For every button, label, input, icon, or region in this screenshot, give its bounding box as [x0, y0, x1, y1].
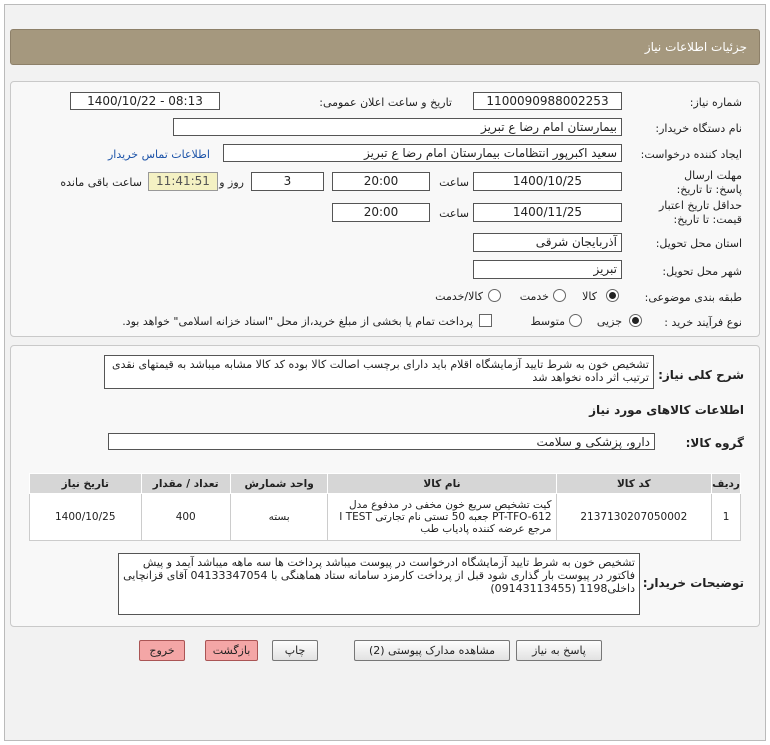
- header-need-date: تاریخ نیاز: [30, 474, 142, 494]
- process-option-medium: متوسط: [530, 315, 565, 328]
- buyer-org-field: بیمارستان امام رضا ع تبریز: [173, 118, 622, 136]
- cell-item-code: 2137130207050002: [556, 494, 712, 541]
- goods-section-title: اطلاعات کالاهای مورد نیاز: [589, 403, 744, 417]
- print-button[interactable]: چاپ: [272, 640, 318, 661]
- process-option-minor: جزیی: [596, 315, 622, 328]
- category-radio-goods-service[interactable]: [488, 289, 501, 302]
- category-option-goods: کالا: [582, 290, 597, 303]
- process-label: نوع فرآیند خرید :: [664, 316, 742, 329]
- need-number-label: شماره نیاز:: [689, 96, 742, 109]
- category-radio-goods[interactable]: [606, 289, 619, 302]
- header-item-name: نام کالا: [328, 474, 556, 494]
- requester-label: ایجاد کننده درخواست:: [640, 148, 742, 161]
- deadline-date-field: 1400/10/25: [473, 172, 622, 191]
- header-item-code: کد کالا: [556, 474, 712, 494]
- need-number-field: 1100090988002253: [473, 92, 622, 110]
- province-label: استان محل تحویل:: [655, 237, 742, 250]
- goods-table: [29, 473, 741, 541]
- deadline-time-label: ساعت: [439, 176, 469, 189]
- view-attachments-button[interactable]: مشاهده مدارک پیوستی (2): [354, 640, 510, 661]
- summary-label: شرح کلی نیاز:: [658, 368, 744, 382]
- page-title: جزئیات اطلاعات نیاز: [644, 40, 747, 54]
- reply-button[interactable]: پاسخ به نیاز: [516, 640, 602, 661]
- days-label: روز و: [219, 176, 244, 189]
- summary-field: تشخیص خون به شرط تایید آزمایشگاه اقلام باید دارای برچسب اصالت کالا بوده کد کالا مشابه میباشد به قیمتهای نقدی ترتیب اثر داده نخواهد شد: [104, 355, 654, 389]
- process-radio-minor[interactable]: [629, 314, 642, 327]
- header-quantity: تعداد / مقدار: [141, 474, 230, 494]
- announce-field: 1400/10/22 - 08:13: [70, 92, 220, 110]
- requester-field: سعید اکبرپور انتظامات بیمارستان امام رضا ع تبریز: [223, 144, 622, 162]
- announce-label: تاریخ و ساعت اعلان عمومی:: [319, 96, 452, 109]
- goods-group-label: گروه کالا:: [685, 436, 744, 450]
- treasury-payment-note: پرداخت تمام یا بخشی از مبلغ خرید،از محل "اسناد خزانه اسلامی" خواهد بود.: [122, 315, 473, 328]
- exit-button[interactable]: خروج: [139, 640, 185, 661]
- cell-item-name: کیت تشخیص سریع خون مخفی در مدفوع مدل PT-TFO-612 جعبه 50 تستی نام تجارتی I TEST مرجع عرضه کننده پادیاب طب: [328, 494, 556, 541]
- city-field: تبریز: [473, 260, 622, 279]
- cell-row: 1: [712, 494, 741, 541]
- header-row: ردیف: [712, 474, 741, 494]
- days-field: 3: [251, 172, 324, 191]
- category-option-service: خدمت: [519, 290, 549, 303]
- cell-unit: بسته: [230, 494, 327, 541]
- buyer-notes-label: توضیحات خریدار:: [642, 576, 744, 590]
- table-row: [30, 494, 741, 541]
- province-field: آذربایجان شرقی: [473, 233, 622, 252]
- validity-time-field: 20:00: [332, 203, 430, 222]
- goods-table-header: [30, 474, 741, 494]
- cell-quantity: 400: [141, 494, 230, 541]
- validity-time-label: ساعت: [439, 207, 469, 220]
- category-radio-service[interactable]: [553, 289, 566, 302]
- buyer-notes-field: تشخیص خون به شرط تایید آزمایشگاه ادرخواست در پیوست میباشد پرداخت ها سه ماهه میباشد آیمد و پیش فاکتور در پیوست بار گذاری شود قبل از پرداخت کارمزد سامانه ستاد هماهنگی با 04133347054 آقای قزانچایی داخلی1198 (09143113455): [118, 553, 640, 615]
- buyer-org-label: نام دستگاه خریدار:: [655, 122, 742, 135]
- cell-need-date: 1400/10/25: [30, 494, 142, 541]
- page-header: [10, 29, 760, 65]
- category-option-goods-service: کالا/خدمت: [435, 290, 483, 303]
- city-label: شهر محل تحویل:: [662, 265, 742, 278]
- goods-group-field: دارو، پزشکی و سلامت: [108, 433, 655, 450]
- header-unit: واحد شمارش: [230, 474, 327, 494]
- process-radio-medium[interactable]: [569, 314, 582, 327]
- contact-buyer-link[interactable]: اطلاعات تماس خریدار: [108, 148, 210, 161]
- category-label: طبقه بندی موضوعی:: [644, 291, 742, 304]
- remaining-label: ساعت باقی مانده: [60, 176, 142, 189]
- treasury-payment-checkbox[interactable]: [479, 314, 492, 327]
- validity-label: حداقل تاریخ اعتبار قیمت: تا تاریخ:: [658, 199, 742, 226]
- back-button[interactable]: بازگشت: [205, 640, 258, 661]
- validity-date-field: 1400/11/25: [473, 203, 622, 222]
- remaining-time-field: 11:41:51: [148, 172, 218, 191]
- deadline-time-field: 20:00: [332, 172, 430, 191]
- deadline-label: مهلت ارسال پاسخ: تا تاریخ:: [676, 169, 742, 196]
